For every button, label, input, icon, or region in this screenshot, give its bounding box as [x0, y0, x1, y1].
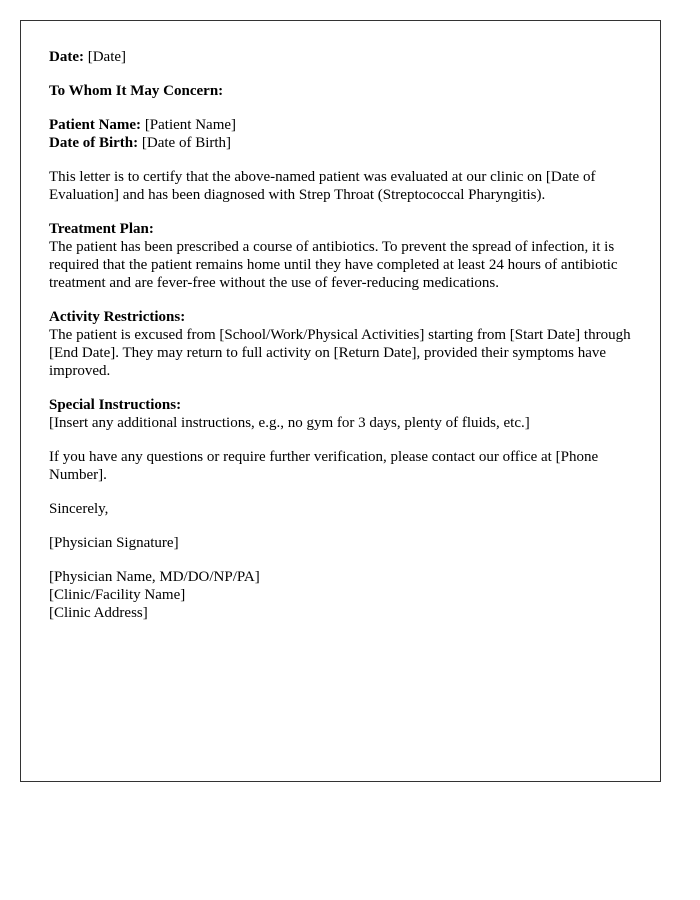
patient-info: [49, 116, 632, 152]
date-line: [49, 48, 632, 66]
closing: Sincerely,: [49, 501, 109, 517]
dob-label: Date of Birth:: [49, 135, 139, 151]
intro-paragraph: This letter is to certify that the above-named patient was evaluated at our clinic on [Date of Evaluation] and has been diagnosed with Strep Throat (Streptococcal Pharyngitis).: [49, 169, 596, 203]
instructions-text: [Insert any additional instructions, e.g., no gym for 3 days, plenty of fluids, etc.]: [49, 415, 530, 431]
restrictions-heading: Activity Restrictions:: [49, 309, 186, 325]
letter: [20, 20, 661, 782]
treatment-section: [49, 220, 632, 292]
treatment-heading: Treatment Plan:: [49, 221, 154, 237]
clinic-address: [Clinic Address]: [49, 605, 148, 621]
restrictions-text: The patient is excused from [School/Work/Physical Activities] starting from [Start Date] through [End Date]. They may return to full activity on [Return Date], provided their symptoms have improved.: [49, 327, 631, 379]
instructions-heading: Special Instructions:: [49, 397, 182, 413]
salutation-text: To Whom It May Concern:: [49, 83, 224, 99]
treatment-text: The patient has been prescribed a course of antibiotics. To prevent the spread of infection, it is required that the patient remains home until they have completed at least 24 hours of antibiotic treatment and are fever-free without the use of fever-reducing medications.: [49, 239, 618, 291]
restrictions-section: [49, 308, 632, 380]
instructions-section: [49, 396, 632, 432]
date-value: [Date]: [87, 49, 127, 65]
physician-name: [Physician Name, MD/DO/NP/PA]: [49, 569, 260, 585]
salutation: [49, 82, 632, 100]
patient-name-label: Patient Name:: [49, 117, 142, 133]
dob-value: [Date of Birth]: [141, 135, 232, 151]
date-label: Date:: [49, 49, 84, 65]
facility-name: [Clinic/Facility Name]: [49, 587, 186, 603]
signature: [Physician Signature]: [49, 535, 179, 551]
patient-name-value: [Patient Name]: [144, 117, 237, 133]
contact-paragraph: If you have any questions or require further verification, please contact our office at [Phone Number].: [49, 449, 599, 483]
physician-block: [49, 568, 632, 622]
